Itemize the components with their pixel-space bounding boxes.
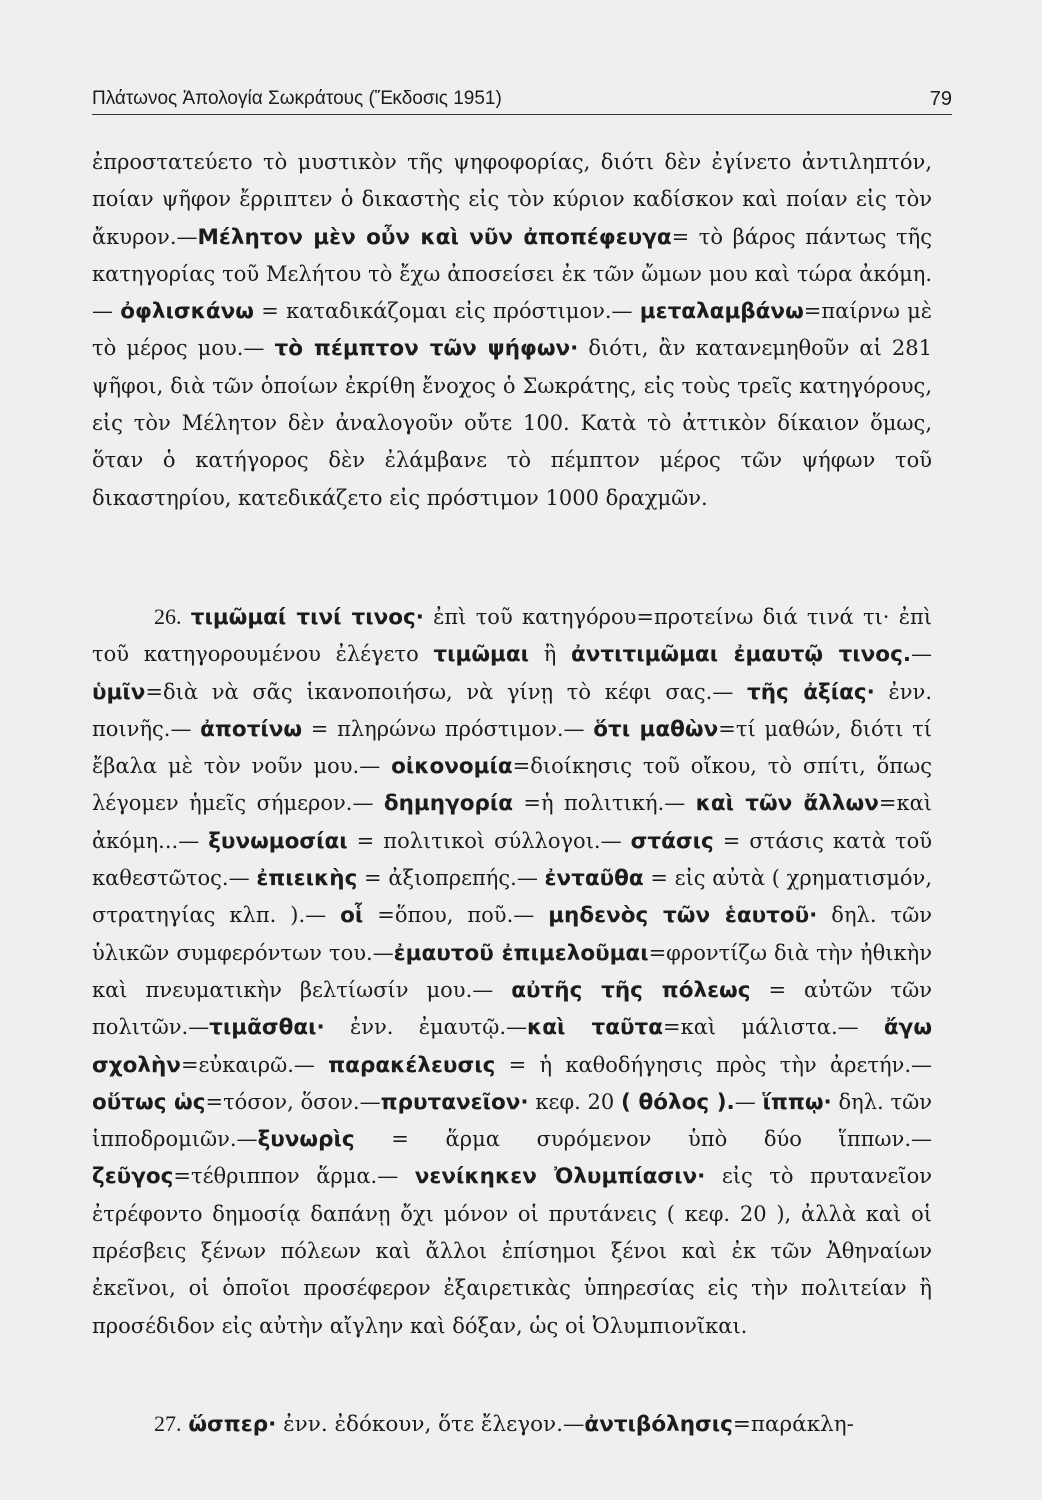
lemma: ἀποτίνω — [200, 716, 303, 742]
text-run: ἐνν. ἐδόκουν, ὅτε ἔλεγον.— — [276, 1412, 585, 1437]
text-run: =καὶ μάλιστα.— — [663, 1015, 884, 1040]
text-run: εἰς τὸ πρυτανεῖον ἐτρέφοντο δημοσίᾳ δαπάνῃ ὄχι μόνον οἱ πρυτάνεις ( κεφ. 20 ), ἀλλὰ καὶ οἱ πρέσβεις ξένων πόλεων καὶ ἄλλοι ἐπίσημοι ξένοι καὶ ἐκ τῶν Ἀθηναίων ἐκεῖνοι, οἱ ὁποῖοι προσέφερον ἐξαιρετικὰς ὑπηρεσίας εἰς τὴν πολιτείαν ἢ προσέδιδον εἰς αὐτὴν αἴγλην καὶ δόξαν, ὡς οἱ Ὀλυμπιονῖκαι. — [92, 1164, 932, 1338]
lemma: τιμῶμαί τινί τινος· — [190, 605, 424, 630]
lemma: αὐτῆς τῆς πόλεως — [511, 977, 751, 1003]
text-run: κεφ. 20 — [528, 1089, 622, 1114]
lemma: ξυνωρὶς — [257, 1127, 355, 1153]
text-run: =διὰ νὰ σᾶς ἱκανοποιήσω, νὰ γίνῃ τὸ κέφι σας.— — [145, 679, 748, 704]
lemma: στάσις — [630, 828, 714, 854]
lemma: καὶ τῶν ἄλλων — [695, 791, 879, 817]
lemma: ὅτι μαθὼν — [593, 716, 719, 742]
text-run: ἢ — [529, 642, 571, 667]
lemma: νενίκηκεν Ὀλυμπίασιν· — [414, 1164, 706, 1190]
text-run: ἐπροστατεύετο τὸ μυστικὸν τῆς ψηφοφορίας, διότι δὲν ἐγίνετο ἀντιληπτόν, ποίαν ψῆφον ἔρριπτεν ὁ δικαστὴς εἰς τὸν κύριον καδίσκον καὶ ποίαν εἰς τὸν ἄκυρον.— — [92, 150, 932, 249]
text-run: =παίρνω μὲ τὸ μέρος μου.— — [92, 299, 932, 361]
lemma: παρακέλευσις — [328, 1052, 496, 1078]
lemma: ζεῦγος — [92, 1164, 174, 1190]
lemma: οἰκονομία — [391, 754, 513, 780]
text-run: = αὐτῶν τῶν πολιτῶν.— — [92, 977, 932, 1040]
text-run: δηλ. τῶν ἱπποδρομιῶν.— — [92, 1089, 933, 1152]
text-run: ἐπὶ τοῦ κατηγόρου=προτείνω διά τινά τι· ἐπὶ τοῦ κατηγορουμένου ἐλέγετο — [92, 605, 932, 667]
lemma: ἄγω σχολὴν — [92, 1015, 933, 1078]
paragraph-27 — [92, 1405, 932, 1443]
lemma: τὸ πέμπτον τῶν ψήφων· — [274, 336, 579, 362]
text-run: =τέθριππον ἅρμα.— — [173, 1164, 415, 1189]
text-run: =ἡ πολιτική.— — [513, 791, 696, 816]
page-number: 79 — [929, 88, 952, 110]
text-run: — — [734, 1089, 763, 1114]
lemma: ἵππῳ· — [762, 1089, 832, 1115]
text-run: =φροντίζω διὰ τὴν ἠθικὴν καὶ πνευματικὴν βελτίωσίν μου.— — [92, 940, 932, 1002]
lemma: ( θόλος ). — [621, 1089, 735, 1115]
text-run: =καὶ ἀκόμη...— — [92, 791, 932, 853]
lemma: οἷ — [340, 903, 364, 929]
text-run: ἐνν. ἐμαυτῷ.— — [324, 1015, 528, 1040]
lemma: μηδενὸς τῶν ἑαυτοῦ· — [548, 903, 818, 929]
section-number: 26. — [154, 604, 182, 629]
text-run: = ἀξιοπρεπής.— — [357, 866, 545, 891]
text-run: = τὸ βάρος πάντως τῆς κατηγορίας τοῦ Μελήτου τὸ ἔχω ἀποσείσει ἐκ τῶν ὤμων μου καὶ τώρα ἀκόμη.— — [92, 224, 933, 324]
lemma: πρυτανεῖον· — [380, 1089, 529, 1115]
lemma: ἀντιτιμῶμαι ἐμαυτῷ τινος. — [570, 642, 911, 668]
lemma: ἐνταῦθα — [544, 866, 644, 892]
text-run: =εὐκαιρῶ.— — [180, 1052, 329, 1077]
lemma: μεταλαμβάνω — [639, 299, 804, 325]
lemma: ὀφλισκάνω — [120, 299, 254, 325]
lemma: ἐπιεικὴς — [256, 866, 358, 892]
lemma: ἀντιβόλησις — [584, 1412, 733, 1437]
text-run: = πολιτικοὶ σύλλογοι.— — [347, 828, 631, 853]
lemma: ξυνωμοσίαι — [208, 828, 348, 854]
running-header — [92, 84, 952, 115]
lemma: καὶ ταῦτα — [527, 1015, 664, 1041]
text-run: =τόσον, ὅσον.— — [205, 1089, 381, 1114]
lemma: ὑμῖν — [92, 679, 146, 705]
lemma: Μέλητον μὲν οὖν καὶ νῦν ἀποπέφευγα — [197, 224, 672, 250]
lemma: ὥσπερ· — [188, 1412, 277, 1437]
text-run: = εἰς αὐτὰ ( χρηματισμόν, στρατηγίας κλπ. ).— — [92, 866, 933, 928]
text-run: = καταδικάζομαι εἰς πρόστιμον.— — [253, 299, 640, 324]
lemma: τιμῶμαι — [433, 642, 529, 668]
lemma: οὕτως ὡς — [92, 1089, 206, 1115]
lemma: τῆς ἀξίας· — [747, 679, 875, 705]
text-run: διότι, ἂν κατανεμηθοῦν αἱ 281 ψῆφοι, διὰ τῶν ὁποίων ἐκρίθη ἔνοχος ὁ Σωκράτης, εἰς τοὺς τρεῖς κατηγόρους, εἰς τὸν Μέλητον δὲν ἀναλογοῦν οὔτε 100. Κατὰ τὸ ἀττικὸν δίκαιον ὅμως, ὅταν ὁ κατήγορος δὲν ἐλάμβανε τὸ πέμπτον μέρος τῶν ψήφων τοῦ δικαστηρίου, κατεδικάζετο εἰς πρόστιμον 1000 δραχμῶν. — [92, 336, 932, 510]
text-run: = στάσις κατὰ τοῦ καθεστῶτος.— — [92, 828, 932, 891]
text-run: =ὅπου, ποῦ.— — [363, 903, 549, 928]
text-run: = ἅρμα συρόμενον ὑπὸ δύο ἵππων.— — [354, 1127, 932, 1152]
text-run: = πληρώνω πρόστιμον.— — [302, 716, 594, 741]
text-run: δηλ. τῶν ὑλικῶν συμφερόντων του.— — [92, 903, 932, 965]
text-run: =τί μαθών, διότι τί ἔβαλα μὲ τὸν νοῦν μου.— — [92, 716, 933, 779]
paragraph-26 — [92, 598, 932, 1345]
text-run: = ἡ καθοδήγησις πρὸς τὴν ἀρετήν.— — [495, 1052, 933, 1077]
lemma: ἐμαυτοῦ ἐπιμελοῦμαι — [393, 940, 649, 966]
text-run: =παράκλη- — [732, 1412, 854, 1437]
section-number: 27. — [154, 1411, 182, 1436]
lemma: τιμᾶσθαι· — [209, 1015, 325, 1041]
paragraph-1 — [92, 144, 932, 517]
lemma: δημηγορία — [383, 791, 514, 817]
running-title: Πλάτωνος Ἀπολογία Σωκράτους (Ἔκδοσις 1951) — [92, 88, 502, 109]
text-run: ἐνν. ποινῆς.— — [92, 679, 932, 741]
text-run: — — [911, 642, 932, 667]
text-run: =διοίκησις τοῦ οἴκου, τὸ σπίτι, ὅπως λέγομεν ἡμεῖς σήμερον.— — [92, 754, 932, 816]
